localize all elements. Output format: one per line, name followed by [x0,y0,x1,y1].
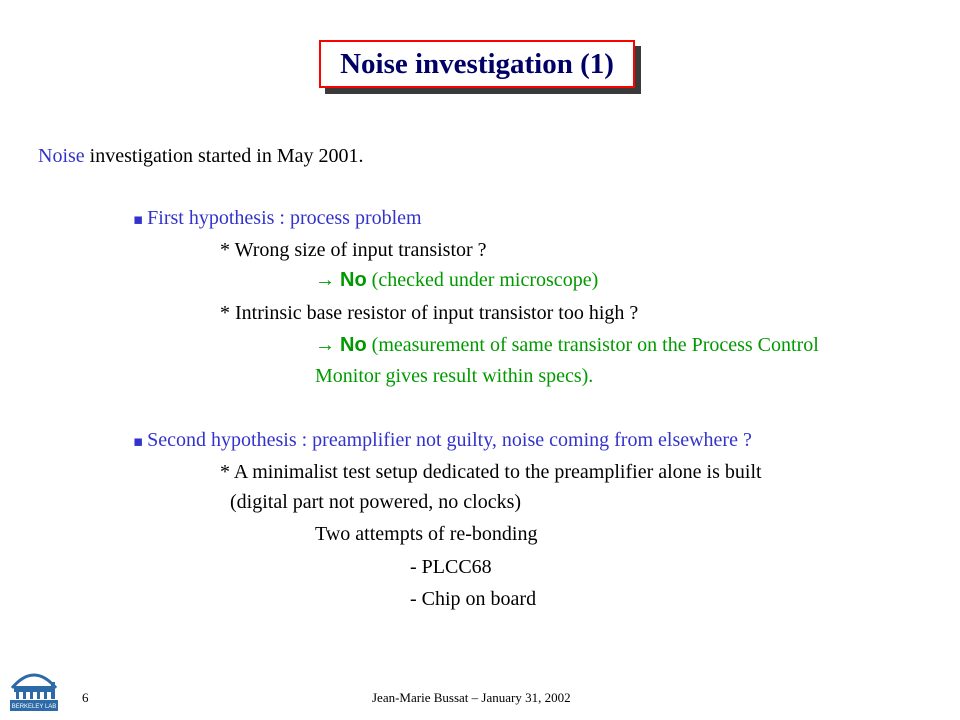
hyp1-answer-2-cont: Monitor gives result within specs). [315,365,594,387]
hyp2-item-1: * A minimalist test setup dedicated to the preamplifier alone is built [220,461,762,483]
hypothesis-1-text: First hypothesis : process problem [147,207,422,229]
intro-highlight: Noise [38,145,85,167]
square-bullet-icon: ▪ [133,432,144,450]
intro-line [38,144,364,168]
hyp1-answer-1 [315,268,598,292]
footer-author: Jean-Marie Bussat – January 31, 2002 [372,690,571,705]
hypothesis-2 [133,428,752,453]
intro-text: investigation started in May 2001. [84,145,364,167]
hypothesis-1 [133,206,422,231]
hyp2-item-1-cont: (digital part not powered, no clocks) [230,491,522,513]
hyp1-item-1: * Wrong size of input transistor ? [220,239,487,261]
hyp2-sub-2: - Chip on board [410,588,537,610]
hyp2-sub-1: - PLCC68 [410,556,492,578]
hyp1-item-2: * Intrinsic base resistor of input transistor too high ? [220,302,639,324]
right-arrow-icon: → [315,269,335,291]
answer-no: No [340,269,367,291]
answer-text: (checked under microscope) [366,269,599,291]
slide-title: Noise investigation (1) [340,47,614,80]
hyp2-sub: Two attempts of re-bonding [315,523,538,545]
answer-no: No [340,334,367,356]
page-number: 6 [82,690,89,705]
berkeley-lab-logo [8,658,60,714]
answer-text: (measurement of same transistor on the Process Control [366,334,819,356]
title-box [319,40,635,88]
logo-text: BERKELEY LAB [11,704,57,710]
hyp1-answer-2 [315,333,819,357]
hypothesis-2-text: Second hypothesis : preamplifier not guilty, noise coming from elsewhere ? [147,429,752,451]
right-arrow-icon: → [315,334,335,356]
square-bullet-icon: ▪ [133,210,144,228]
